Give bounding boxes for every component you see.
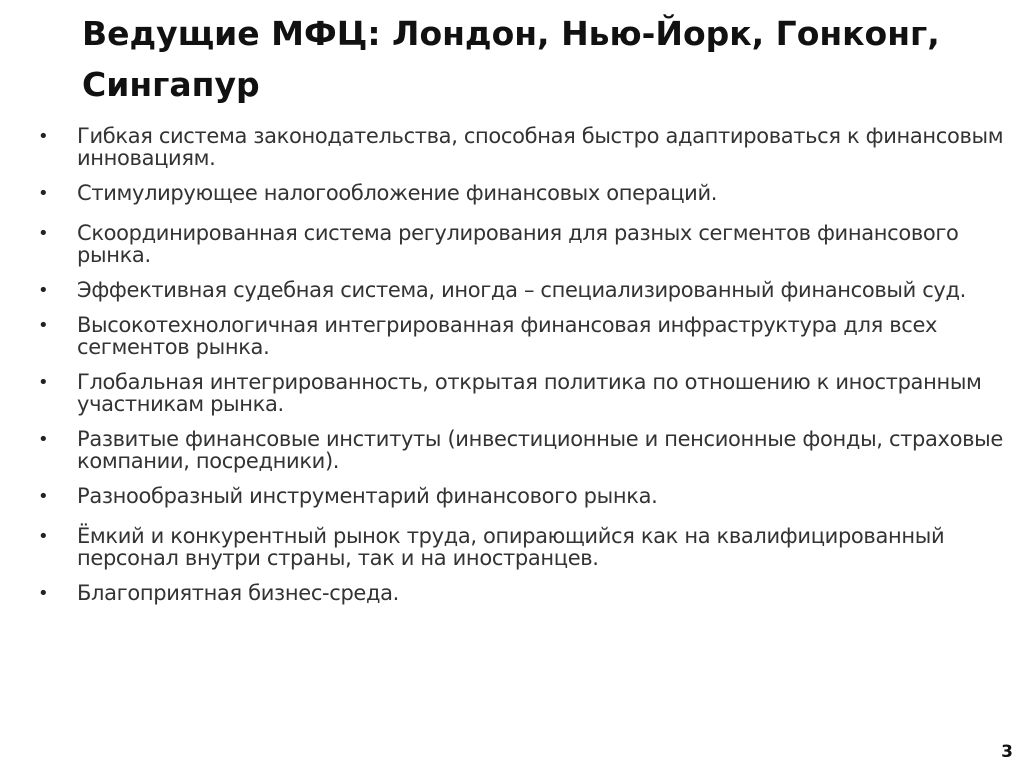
bullet-icon: • bbox=[38, 315, 49, 336]
list-item bbox=[0, 525, 1024, 569]
bullet-icon: • bbox=[38, 583, 49, 604]
slide-title: Ведущие МФЦ: Лондон, Нью-Йорк, Гонконг, Сингапур bbox=[82, 14, 940, 104]
bullet-icon: • bbox=[38, 526, 49, 547]
list-item-text: Гибкая система законодательства, способная быстро адаптироваться к финансовым инновациям. bbox=[77, 124, 1004, 170]
list-item bbox=[0, 371, 1024, 415]
list-item-text: Высокотехнологичная интегрированная финансовая инфраструктура для всех сегментов рынка. bbox=[77, 313, 938, 359]
list-item-text: Глобальная интегрированность, открытая политика по отношению к иностранным участникам рынка. bbox=[77, 370, 982, 416]
list-item bbox=[0, 314, 1024, 358]
list-item-text: Ёмкий и конкурентный рынок труда, опирающийся как на квалифицированный персонал внутри страны, так и на иностранцев. bbox=[77, 524, 945, 570]
list-item-text: Разнообразный инструментарий финансового рынка. bbox=[77, 484, 658, 508]
list-item bbox=[0, 428, 1024, 472]
page-number: 3 bbox=[1001, 742, 1013, 762]
list-item bbox=[0, 125, 1024, 169]
bullet-icon: • bbox=[38, 486, 49, 507]
list-item bbox=[0, 222, 1024, 266]
bullet-list bbox=[0, 125, 1024, 622]
bullet-icon: • bbox=[38, 126, 49, 147]
bullet-icon: • bbox=[38, 429, 49, 450]
bullet-icon: • bbox=[38, 280, 49, 301]
list-item bbox=[0, 485, 1024, 507]
list-item bbox=[0, 582, 1024, 604]
list-item-text: Развитые финансовые институты (инвестиционные и пенсионные фонды, страховые компании, посредники). bbox=[77, 427, 1003, 473]
bullet-icon: • bbox=[38, 183, 49, 204]
list-item-text: Эффективная судебная система, иногда – специализированный финансовый суд. bbox=[77, 278, 966, 302]
list-item-text: Стимулирующее налогообложение финансовых операций. bbox=[77, 181, 718, 205]
bullet-icon: • bbox=[38, 372, 49, 393]
list-item-text: Благоприятная бизнес-среда. bbox=[77, 581, 400, 605]
bullet-icon: • bbox=[38, 223, 49, 244]
list-item-text: Скоординированная система регулирования для разных сегментов финансового рынка. bbox=[77, 221, 959, 267]
list-item bbox=[0, 279, 1024, 301]
list-item bbox=[0, 182, 1024, 204]
